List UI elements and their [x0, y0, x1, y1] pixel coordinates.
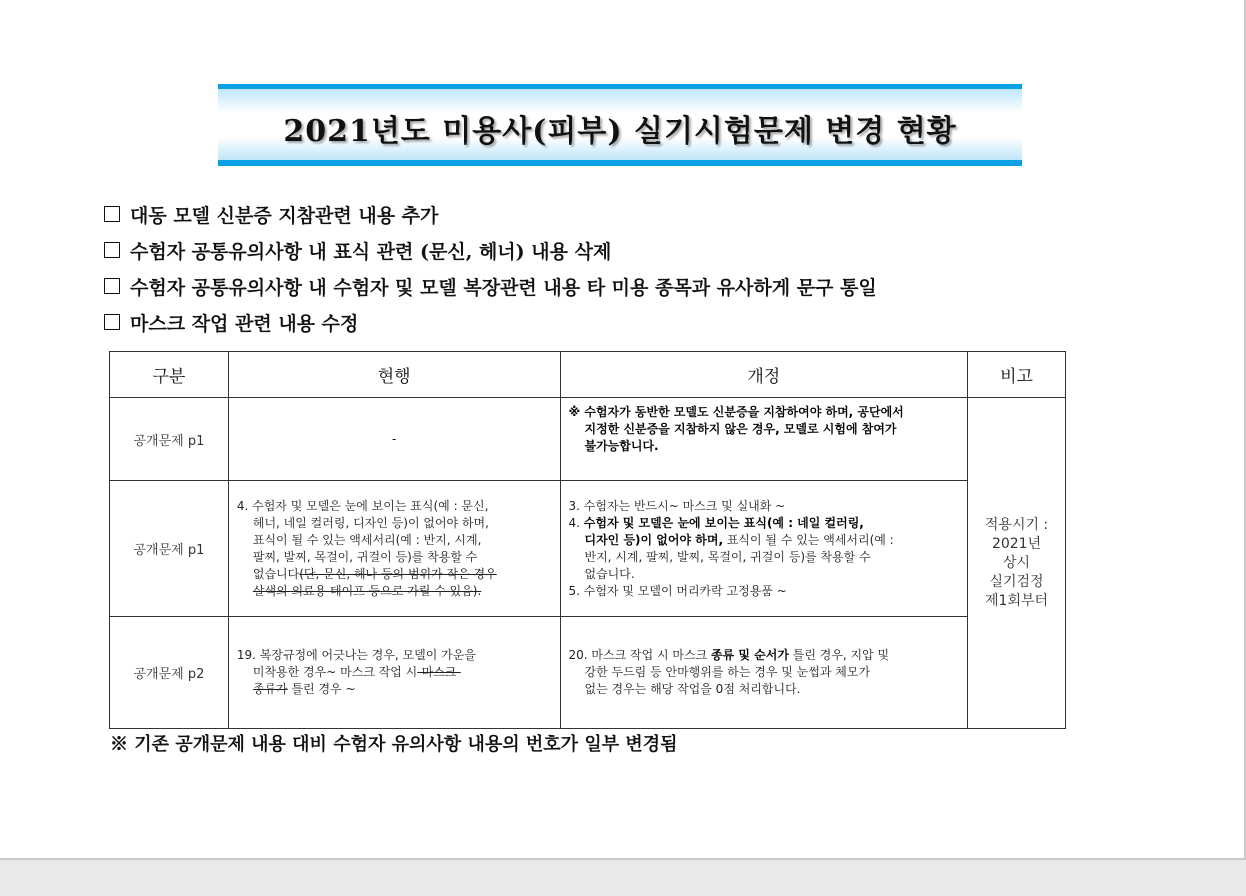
table-row — [110, 617, 1066, 729]
header-current: 현행 — [228, 352, 560, 398]
list-item — [104, 196, 877, 232]
current-text: - — [228, 398, 560, 481]
current-text: 4. 수험자 및 모델은 눈에 보이는 표식(예 : 문신, 헤너, 네일 컬러링, 디자인 등)이 없어야 하며, 표식이 될 수 있는 액세서리(예 : 반지, 시계, 팔찌, 발찌, 목걸이, 귀걸이 등)를 착용할 수 없습니다(단, 문신, 헤나 등의 범위가 작은 경우 살색의 의료용 테이프 등으로 가릴 수 있음). — [228, 481, 560, 617]
table-row — [110, 481, 1066, 617]
list-item — [104, 268, 877, 304]
remarks-cell: 적용시기 : 2021년 상시 실기검정 제1회부터 — [968, 398, 1066, 729]
header-remarks: 비고 — [968, 352, 1066, 398]
revised-text: ※ 수험자가 동반한 모델도 신분증을 지참하여야 하며, 공단에서 지정한 신분증을 지참하지 않은 경우, 모델로 시험에 참여가 불가능합니다. — [560, 398, 968, 481]
row-label: 공개문제 p2 — [110, 617, 229, 729]
list-item — [104, 232, 877, 268]
revised-text: 3. 수험자는 반드시~ 마스크 및 실내화 ~ 4. 수험자 및 모델은 눈에 보이는 표식(예 : 네일 컬러링, 디자인 등)이 없어야 하며, 표식이 될 수 있는 액세서리(예 : 반지, 시계, 팔찌, 발찌, 목걸이, 귀걸이 등)를 착용할 수 없습니다. 5. 수험자 및 모델이 머리카락 고정용품 ~ — [560, 481, 968, 617]
row-label: 공개문제 p1 — [110, 481, 229, 617]
changes-table — [109, 351, 1066, 729]
list-item-text: 마스크 작업 관련 내용 수정 — [130, 312, 359, 335]
checkbox-square-icon — [104, 242, 120, 258]
header-revised: 개정 — [560, 352, 968, 398]
checkbox-square-icon — [104, 206, 120, 222]
current-text: 19. 복장규정에 어긋나는 경우, 모델이 가운을 미착용한 경우~ 마스크 작업 시-마스크- 종류가 틀린 경우 ~ — [228, 617, 560, 729]
list-item — [104, 304, 877, 340]
checkbox-square-icon — [104, 314, 120, 330]
row-label: 공개문제 p1 — [110, 398, 229, 481]
checkbox-square-icon — [104, 278, 120, 294]
header-category: 구분 — [110, 352, 229, 398]
title-banner — [218, 84, 1022, 166]
footnote: ※ 기존 공개문제 내용 대비 수험자 유의사항 내용의 번호가 일부 변경됨 — [110, 734, 678, 755]
list-item-text: 수험자 공통유의사항 내 수험자 및 모델 복장관련 내용 타 미용 종목과 유사하게 문구 통일 — [130, 276, 877, 299]
page-title: 2021년도 미용사(피부) 실기시험문제 변경 현황 — [283, 114, 957, 149]
list-item-text: 수험자 공통유의사항 내 표식 관련 (문신, 헤너) 내용 삭제 — [130, 240, 612, 263]
summary-list — [104, 196, 877, 340]
table-header-row — [110, 352, 1066, 398]
revised-text: 20. 마스크 작업 시 마스크 종류 및 순서가 틀린 경우, 지압 및 강한 두드림 등 안마행위를 하는 경우 및 눈썹과 체모가 없는 경우는 해당 작업을 0점 처리합니다. — [560, 617, 968, 729]
table-row — [110, 398, 1066, 481]
list-item-text: 대동 모델 신분증 지참관련 내용 추가 — [130, 204, 439, 227]
